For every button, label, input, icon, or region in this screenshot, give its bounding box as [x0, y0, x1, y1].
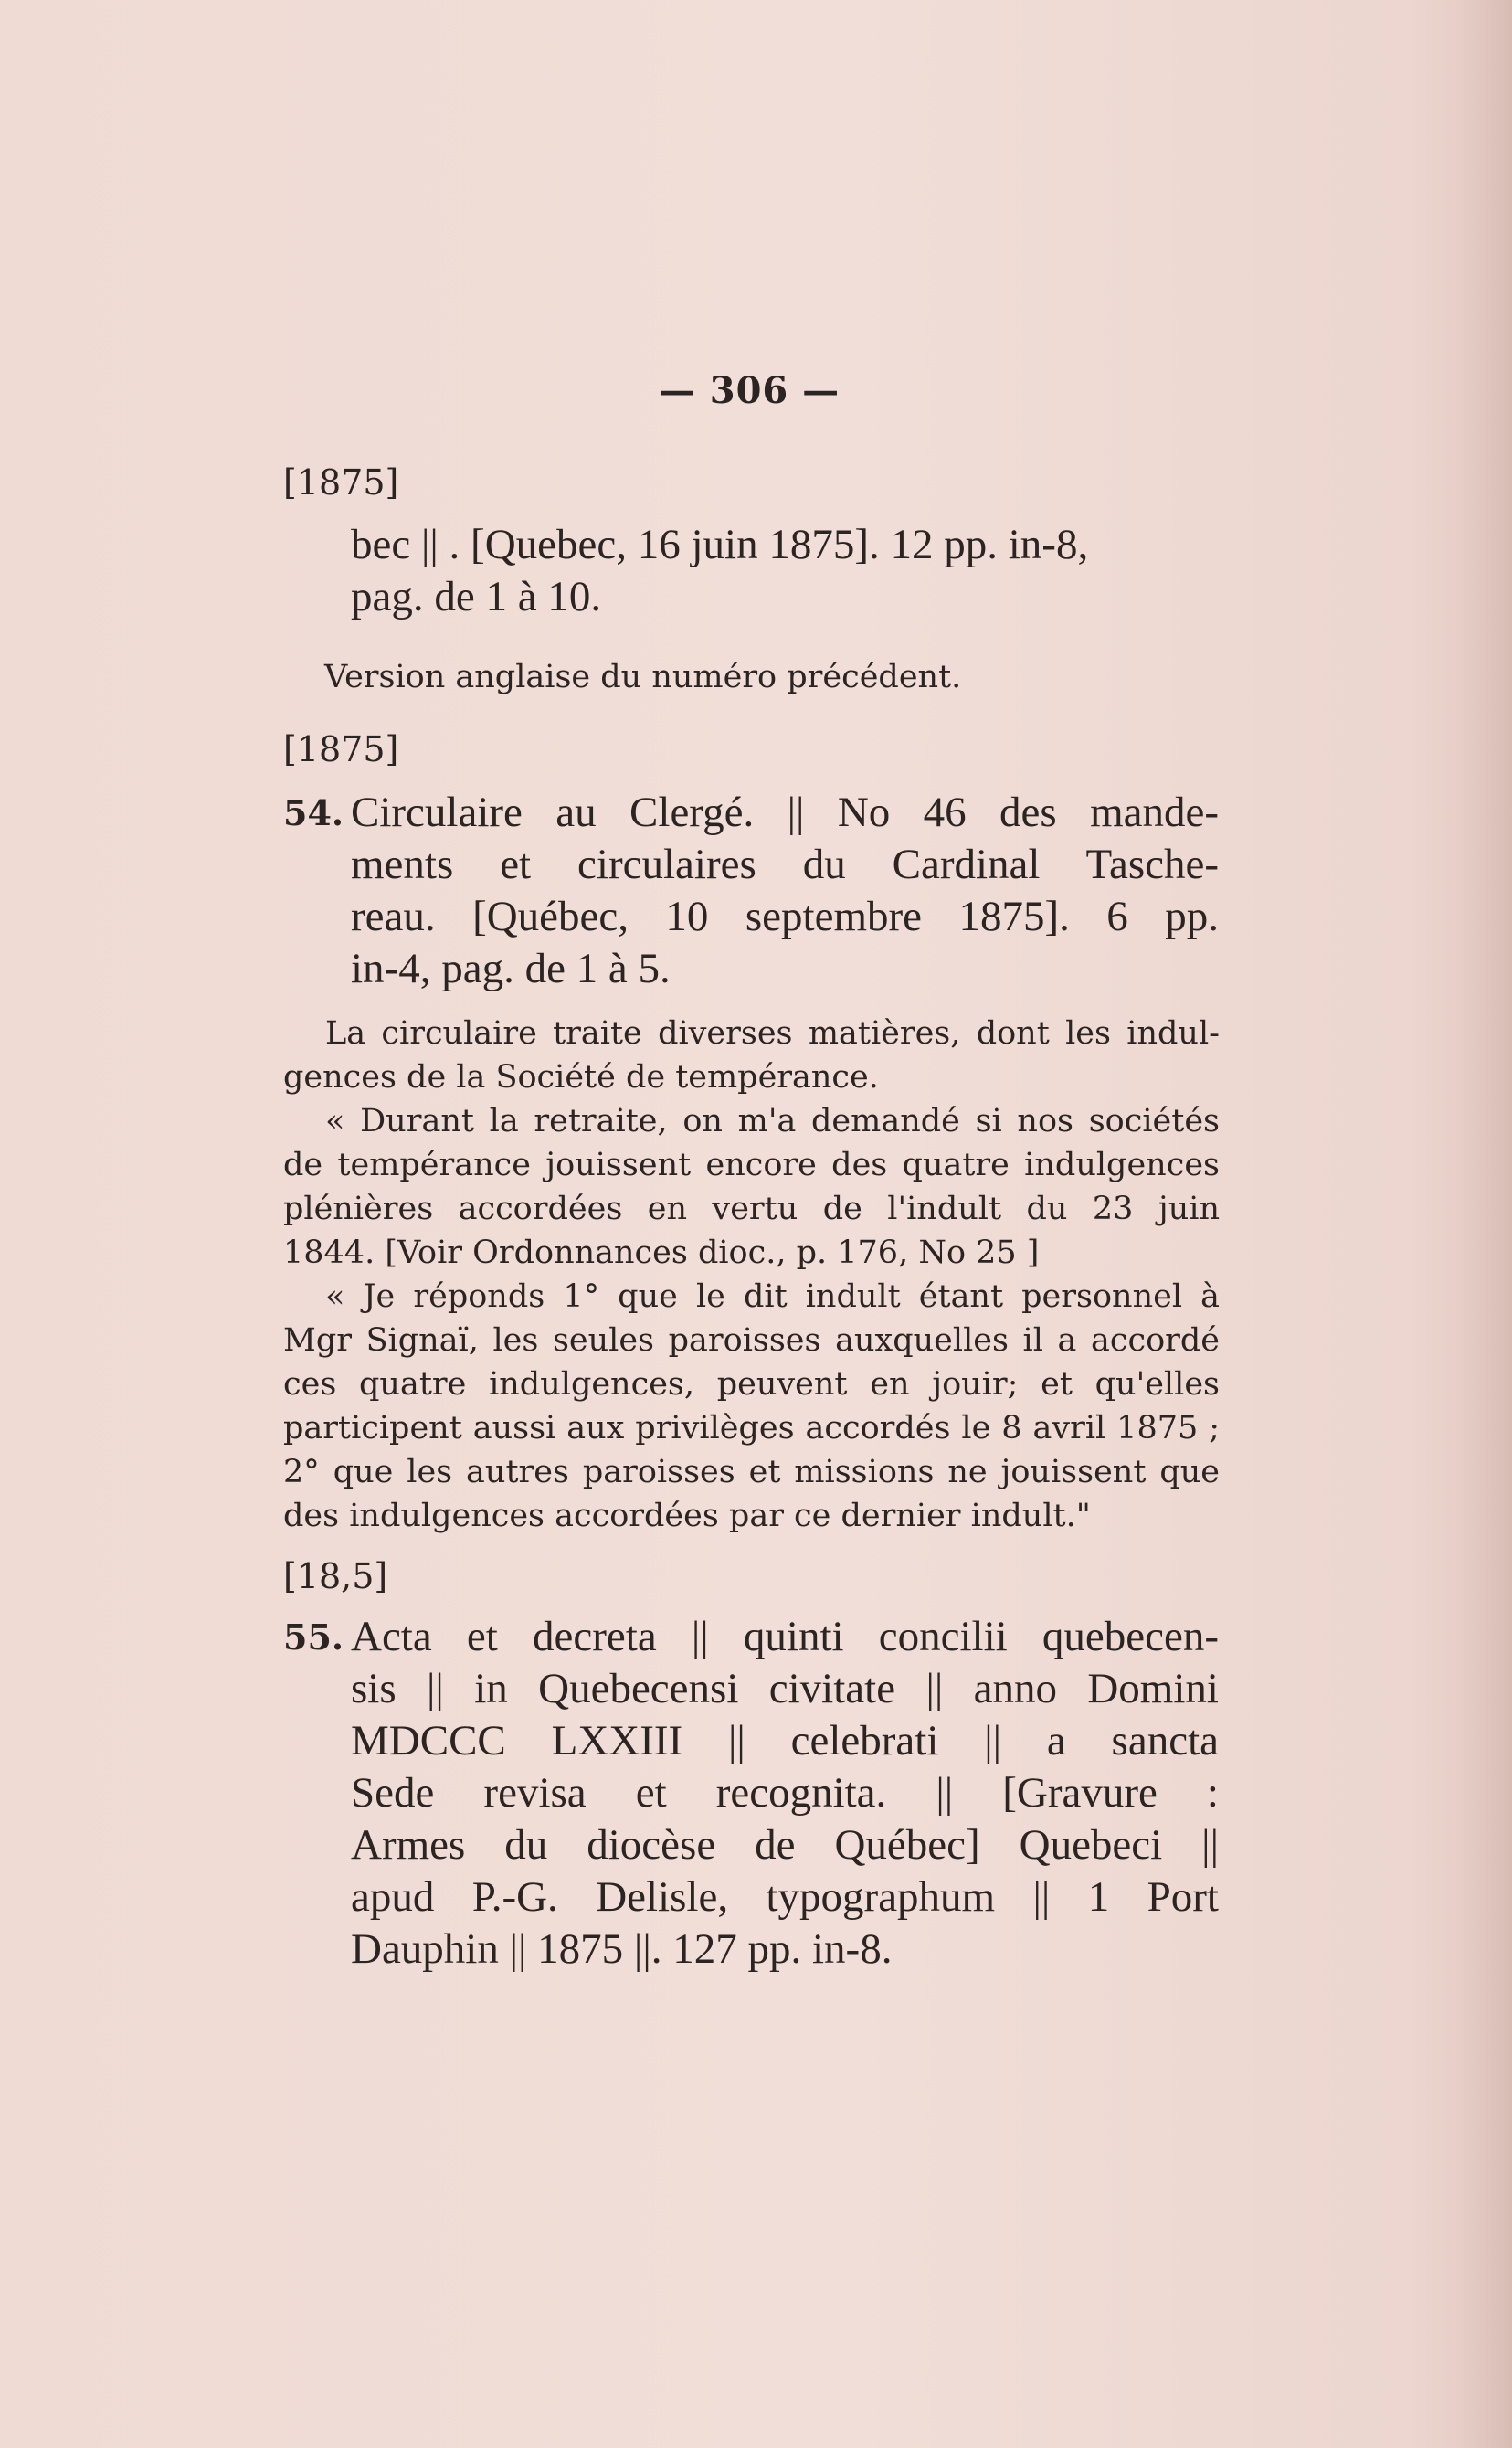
entry-date: [1875] [283, 729, 399, 769]
entry-title-line: in-4, pag. de 1 à 5. [351, 945, 671, 992]
page-edge-shadow [1457, 0, 1512, 2448]
entry-number: 55. [283, 1616, 344, 1658]
entry-title-line: apud P.-G. Delisle, typographum || 1 Port [351, 1873, 1219, 1921]
note-line: plénières accordées en vertu de l'indult du 23 juin [283, 1191, 1220, 1227]
entry-title-line: sis || in Quebecensi civitate || anno Domini [351, 1665, 1219, 1712]
note-line: « Je réponds 1° que le dit indult étant personnel à [325, 1278, 1220, 1315]
entry-title-line: pag. de 1 à 10. [351, 573, 602, 620]
entry-title-line: bec || . [Quebec, 16 juin 1875]. 12 pp. in-8, [351, 521, 1089, 568]
note-line: Mgr Signaï, les seules paroisses auxquelles il a accordé [283, 1322, 1220, 1359]
note-line: La circulaire traite diverses matières, dont les indul- [325, 1015, 1220, 1052]
note-line: 2° que les autres paroisses et missions ne jouissent que [283, 1454, 1220, 1490]
entry-title [351, 1611, 1219, 1976]
note-line: de tempérance jouissent encore des quatre indulgences [283, 1147, 1220, 1183]
entry-title-line: reau. [Québec, 10 septembre 1875]. 6 pp. [351, 893, 1219, 940]
note-line: participent aussi aux privilèges accordés le 8 avril 1875 ; [283, 1410, 1220, 1447]
entry-date: [18,5] [283, 1556, 388, 1596]
entry-title [351, 787, 1219, 995]
entry-title-line: MDCCC LXXIII || celebrati || a sancta [351, 1717, 1219, 1764]
entry-title-line: ments et circulaires du Cardinal Tasche- [351, 841, 1219, 888]
entry-date: [1875] [283, 462, 399, 503]
note-line: gences de la Société de tempérance. [283, 1059, 879, 1096]
note-line: ces quatre indulgences, peuvent en jouir; et qu'elles [283, 1366, 1220, 1403]
entry-note [324, 655, 1261, 699]
entry-title [351, 519, 1219, 623]
note-line: Version anglaise du numéro précédent. [324, 659, 962, 695]
entry-title-line: Armes du diocèse de Québec] Quebeci || [351, 1821, 1219, 1869]
entry-note [283, 1012, 1220, 1538]
entry-title-line: Acta et decreta || quinti concilii quebecen- [351, 1613, 1219, 1660]
entry-title-line: Dauphin || 1875 ||. 127 pp. in-8. [351, 1925, 893, 1973]
note-line: des indulgences accordées par ce dernier indult." [283, 1498, 1091, 1534]
note-line: « Durant la retraite, on m'a demandé si nos sociétés [325, 1103, 1220, 1139]
page-number: — 306 — [658, 369, 841, 412]
entry-number: 54. [283, 792, 344, 833]
note-line: 1844. [Voir Ordonnances dioc., p. 176, No 25 ] [283, 1235, 1040, 1271]
entry-title-line: Circulaire au Clergé. || No 46 des mande- [351, 789, 1219, 836]
entry-title-line: Sede revisa et recognita. || [Gravure : [351, 1769, 1219, 1817]
